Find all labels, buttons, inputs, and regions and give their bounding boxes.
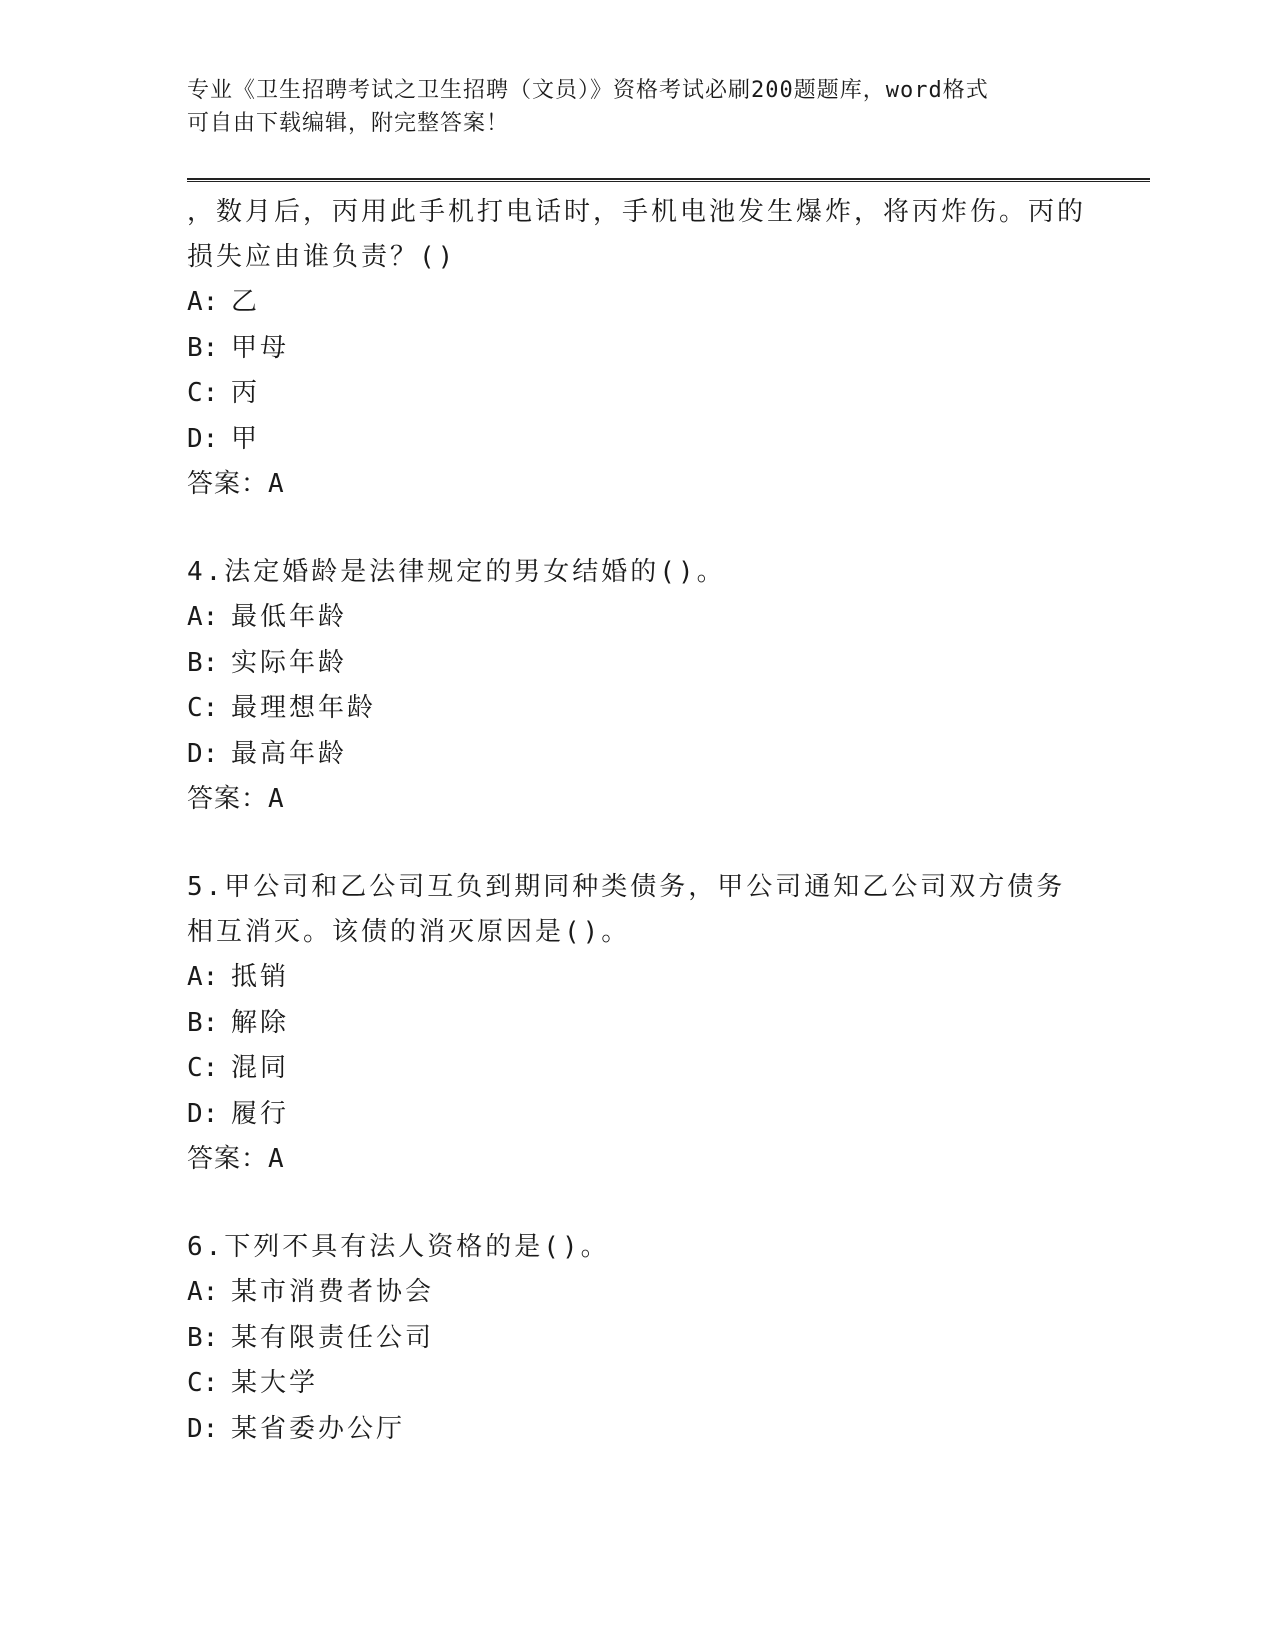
- option-d: [187, 732, 1087, 778]
- option-d: [187, 417, 1087, 463]
- document-header: [187, 74, 1087, 140]
- header-title-line-1: 专业《卫生招聘考试之卫生招聘（文员）》资格考试必刷200题题库，word格式: [187, 78, 989, 103]
- option-letter: A:: [187, 962, 219, 992]
- option-letter: C:: [187, 378, 219, 408]
- option-text: 履行: [231, 1098, 290, 1129]
- option-text: 某有限责任公司: [231, 1322, 435, 1353]
- option-letter: B:: [187, 332, 219, 363]
- question-block: [187, 1225, 1087, 1452]
- option-letter: D:: [187, 423, 219, 454]
- option-text: 抵销: [231, 962, 290, 992]
- question-block: [187, 190, 1087, 507]
- option-letter: C:: [187, 1368, 219, 1398]
- option-text: 丙: [231, 378, 261, 408]
- question-block: [187, 865, 1087, 1182]
- option-text: 甲母: [231, 332, 290, 363]
- option-text: 乙: [231, 287, 261, 317]
- option-text: 某市消费者协会: [231, 1277, 435, 1307]
- option-letter: D:: [187, 1098, 219, 1129]
- option-a: [187, 595, 1087, 641]
- option-letter: A:: [187, 287, 219, 317]
- option-a: [187, 280, 1087, 326]
- question-spacer: [187, 507, 1087, 550]
- question-list: [187, 190, 1087, 1452]
- question-block: [187, 550, 1087, 822]
- answer-line: 答案：A: [187, 784, 285, 814]
- option-letter: C:: [187, 693, 219, 723]
- question-text: 4.法定婚龄是法律规定的男女结婚的()。: [187, 557, 726, 587]
- option-text: 最低年龄: [231, 602, 348, 632]
- option-text: 某大学: [231, 1368, 319, 1398]
- option-b: [187, 1316, 1087, 1362]
- option-letter: D:: [187, 1413, 219, 1444]
- header-divider: [187, 178, 1150, 182]
- option-text: 甲: [231, 423, 261, 454]
- question-spacer: [187, 822, 1087, 865]
- option-d: [187, 1092, 1087, 1138]
- option-c: [187, 1361, 1087, 1407]
- option-c: [187, 371, 1087, 417]
- option-c: [187, 1046, 1087, 1092]
- question-text: 6.下列不具有法人资格的是()。: [187, 1232, 610, 1262]
- option-letter: A:: [187, 602, 219, 632]
- option-a: [187, 1270, 1087, 1316]
- option-letter: C:: [187, 1053, 219, 1083]
- question-spacer: [187, 1182, 1087, 1225]
- option-letter: B:: [187, 1007, 219, 1038]
- option-d: [187, 1407, 1087, 1453]
- answer-line: 答案：A: [187, 469, 285, 499]
- option-c: [187, 686, 1087, 732]
- option-text: 某省委办公厅: [231, 1413, 406, 1444]
- question-text: ，数月后，丙用此手机打电话时，手机电池发生爆炸，将丙炸伤。丙的损失应由谁负责？(): [187, 197, 1087, 272]
- option-b: [187, 641, 1087, 687]
- option-b: [187, 326, 1087, 372]
- option-letter: D:: [187, 738, 219, 769]
- option-text: 混同: [231, 1053, 290, 1083]
- option-a: [187, 955, 1087, 1001]
- header-title-line-2: 可自由下载编辑，附完整答案！: [187, 111, 510, 136]
- question-text: 5.甲公司和乙公司互负到期同种类债务，甲公司通知乙公司双方债务相互消灭。该债的消灭原因是()。: [187, 872, 1066, 947]
- option-text: 实际年龄: [231, 647, 348, 678]
- option-b: [187, 1001, 1087, 1047]
- option-text: 最理想年龄: [231, 693, 377, 723]
- option-text: 最高年龄: [231, 738, 348, 769]
- option-letter: A:: [187, 1277, 219, 1307]
- option-text: 解除: [231, 1007, 290, 1038]
- option-letter: B:: [187, 647, 219, 678]
- answer-line: 答案：A: [187, 1144, 285, 1174]
- option-letter: B:: [187, 1322, 219, 1353]
